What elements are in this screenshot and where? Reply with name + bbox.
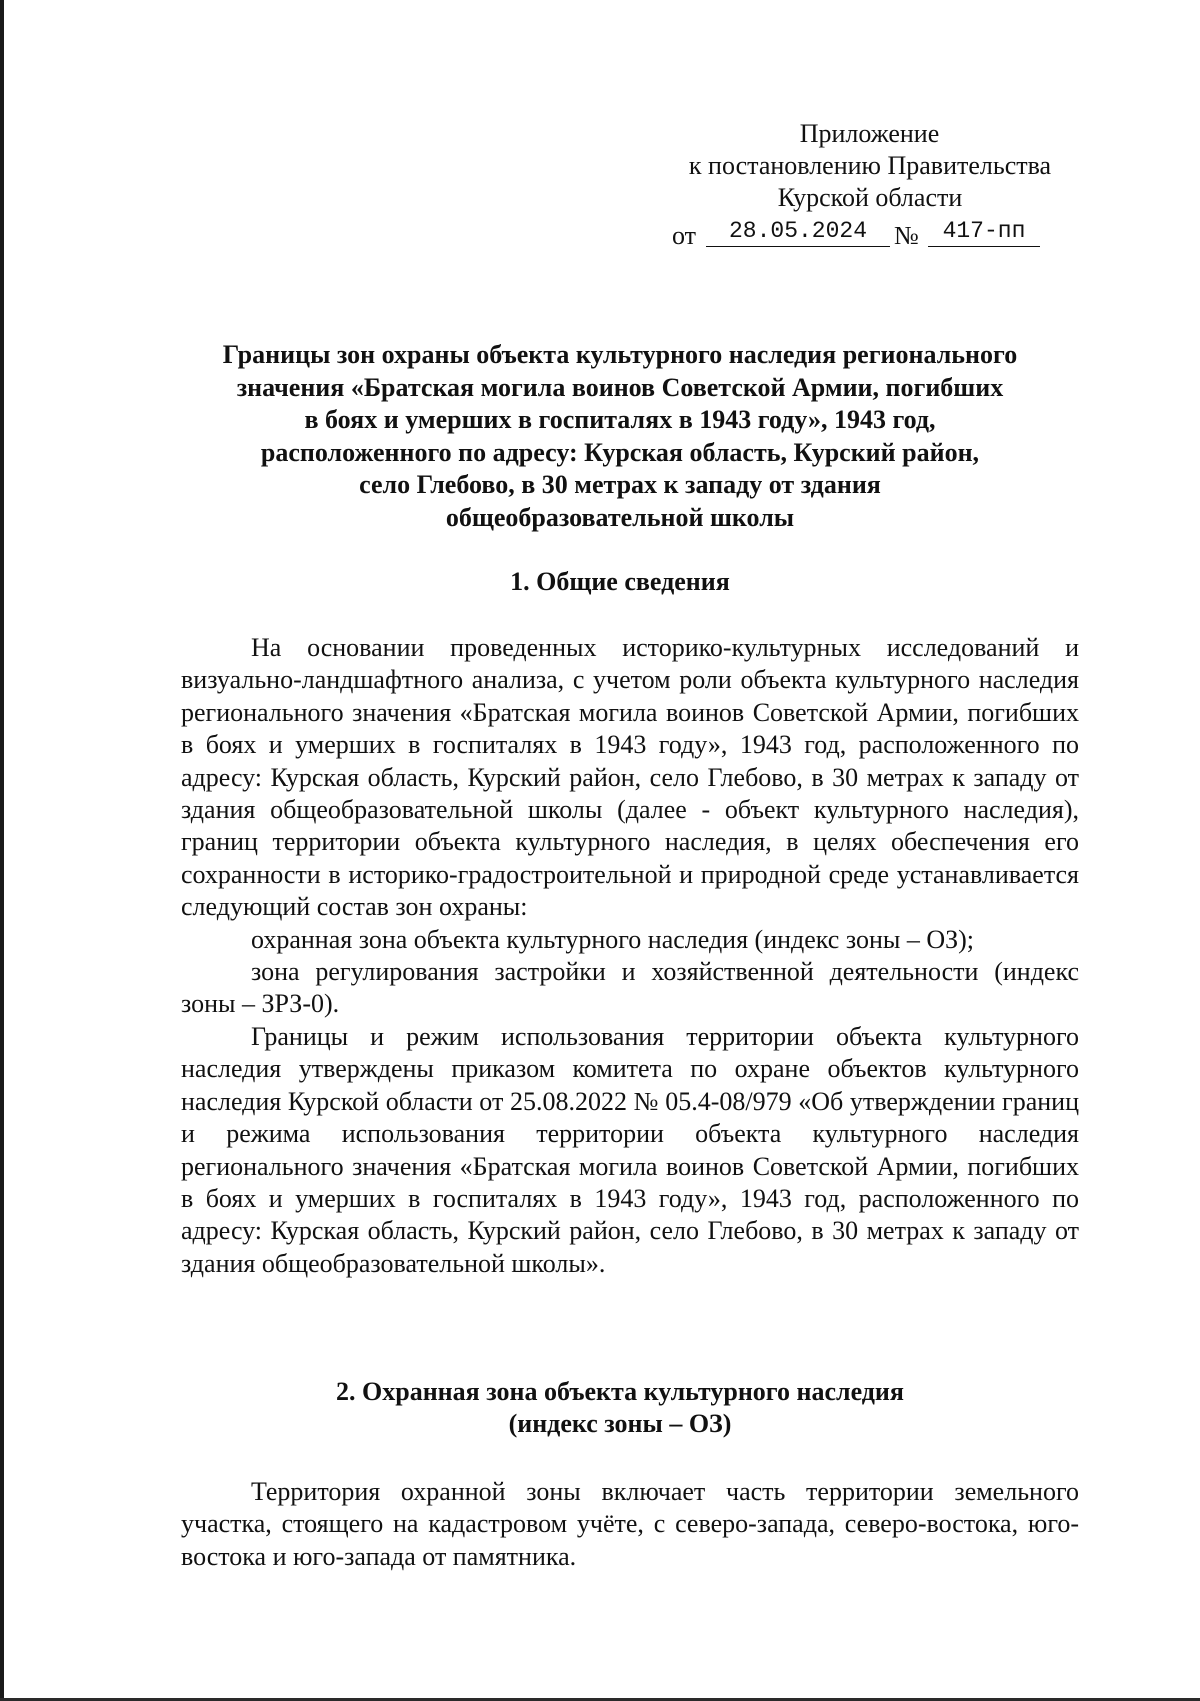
title-line: село Глебово, в 30 метрах к западу от здания (359, 470, 881, 499)
attachment-label: Приложение (799, 119, 940, 148)
decree-date: 28.05.2024 (706, 216, 890, 247)
section-1-paragraph-2: Границы и режим использования территории объекта культурного наследия утверждены приказом комитета по охране объектов культурного наследия Курской области от 25.08.2022 № 05.4-08/979 «Об утверждении границ и режима использования территории объекта культурного наследия регионального значения «Братская могила воинов Советской Армии, погибших в боях и умерших в госпиталях в 1943 году», 1943 год, расположенного по адресу: Курская область, Курский район, село Глебово, в 30 метрах к западу от здания общеобразовательной школы». (181, 1021, 1079, 1278)
section-1-body (181, 632, 1079, 1280)
title-line: расположенного по адресу: Курская область, Курский район, (260, 437, 980, 467)
attachment-date-number-row (660, 216, 1080, 250)
section-2-body (181, 1476, 1079, 1573)
number-sign: № (894, 221, 919, 250)
scan-edge-left (0, 0, 4, 1701)
title-line: общеобразовательной школы (445, 502, 795, 532)
decree-number: 417-пп (928, 216, 1040, 247)
attachment-decree-line: к постановлению Правительства (688, 151, 1052, 180)
title-line: в боях и умерших в госпиталях в 1943 году», 1943 год, (304, 405, 936, 434)
section-1-paragraph-1: На основании проведенных историко-культурных исследований и визуально-ландшафтного анализа, с учетом роли объекта культурного наследия регионального значения «Братская могила воинов Советской Армии, погибших в боях и умерших в госпиталях в 1943 году», 1943 год, расположенного по адресу: Курская область, Курский район, село Глебово, в 30 метрах к западу от здания общеобразовательной школы (далее - объект культурного наследия), границ территории объекта культурного наследия, в целях обеспечения его сохранности в историко-градостроительной и природной среде устанавливается следующий состав зон охраны: (181, 633, 1079, 922)
title-line: значения «Братская могила воинов Советской Армии, погибших (236, 372, 1004, 402)
section-2-heading-line-2: (индекс зоны – ОЗ) (508, 1409, 732, 1438)
document-title (180, 339, 1060, 534)
attachment-block (660, 118, 1080, 250)
attachment-region-line: Курской области (777, 183, 963, 212)
zone-list-item-2: зона регулирования застройки и хозяйственной деятельности (индекс зоны – ЗРЗ-0). (181, 957, 1079, 1019)
zone-list-item-1: охранная зона объекта культурного наследия (индекс зоны – ОЗ); (251, 924, 975, 954)
section-2-heading (180, 1376, 1060, 1440)
title-line: Границы зон охраны объекта культурного наследия регионального (222, 340, 1018, 369)
section-1-heading: 1. Общие сведения (510, 567, 730, 596)
section-2-paragraph-1: Территория охранной зоны включает часть территории земельного участка, стоящего на кадастровом учёте, с северо-запада, северо-востока, юго-востока и юго-запада от памятника. (181, 1477, 1079, 1571)
section-2-heading-line-1: 2. Охранная зона объекта культурного наследия (336, 1377, 904, 1406)
from-label: от (672, 221, 697, 250)
